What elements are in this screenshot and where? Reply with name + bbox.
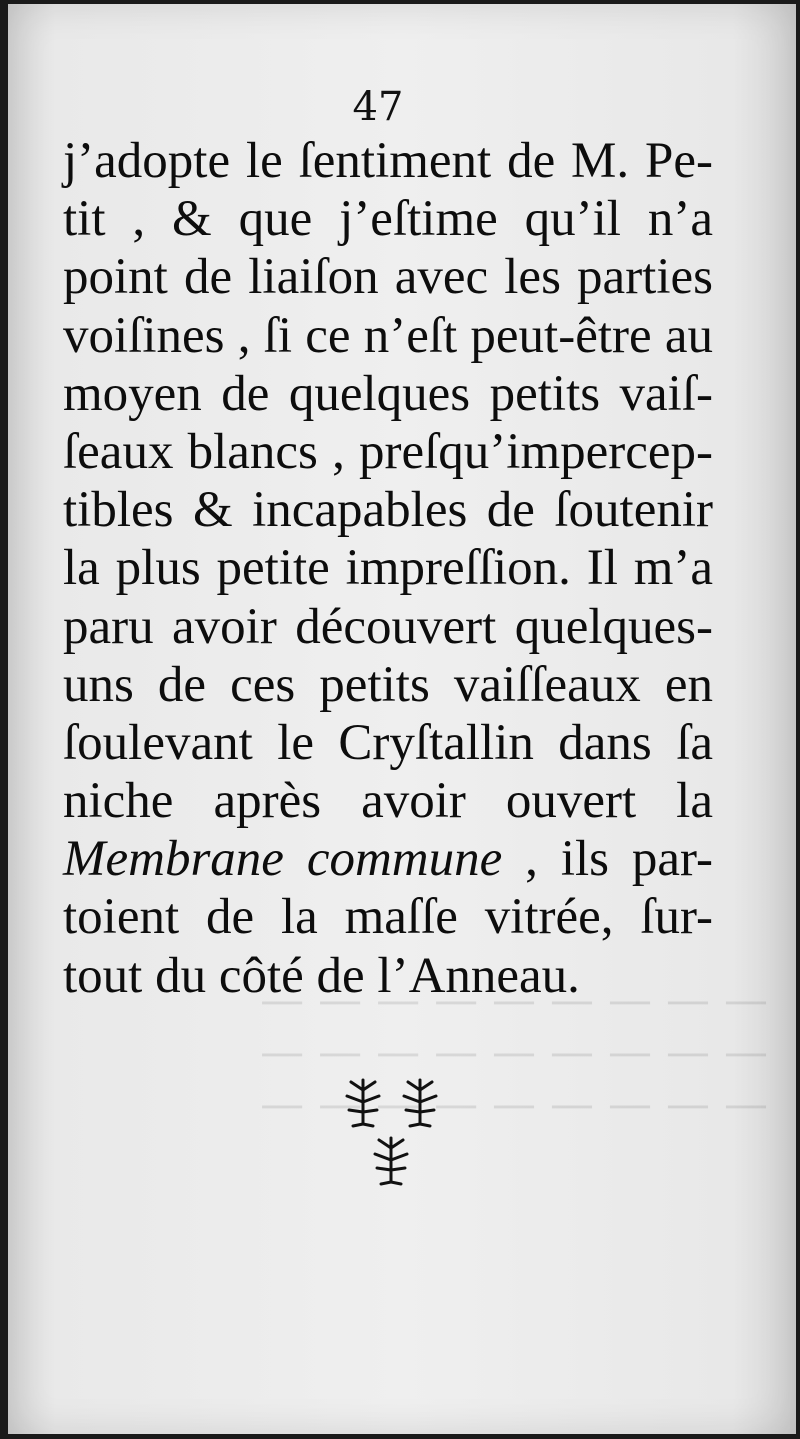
text-line (63, 830, 713, 888)
text-line: j’adopte le ſentiment de M. Pe- (63, 133, 713, 189)
text-line: tit , & que j’eſtime qu’il n’a (63, 191, 713, 248)
text-line: tibles & incapables de ſoutenir (63, 482, 713, 539)
bleed-through-text: — — — — — — — — — — — — — — — — — — — — — — — — — — — (260, 980, 768, 1135)
book-page (8, 4, 796, 1434)
text-line: point de liaiſon avec les parties (63, 249, 713, 306)
text-line: uns de ces petits vaiſſeaux en (63, 656, 713, 713)
italic-term: Membrane commune (63, 831, 503, 888)
page-number: 47 (352, 84, 404, 130)
text-line: ſeaux blancs , preſqu’impercep- (63, 423, 713, 480)
floral-fleuron-ornament-icon (328, 1064, 458, 1194)
text-line: moyen de quelques petits vaiſ- (63, 365, 713, 422)
text-line: la plus petite impreſſion. Il m’a (63, 540, 713, 597)
text-line: paru avoir découvert quelques- (63, 598, 713, 655)
body-text (63, 132, 713, 1005)
text-line: niche après avoir ouvert la (63, 773, 713, 830)
text-line: tout du côté de l’Anneau. (63, 947, 580, 1004)
text-line: voiſines , ſi ce n’eſt peut-être au (63, 307, 713, 364)
text-line: toient de la maſſe vitrée, ſur- (63, 889, 713, 946)
text-line-rest: , ils par- (502, 831, 713, 888)
text-line: ſoulevant le Cryſtallin dans ſa (63, 714, 713, 771)
